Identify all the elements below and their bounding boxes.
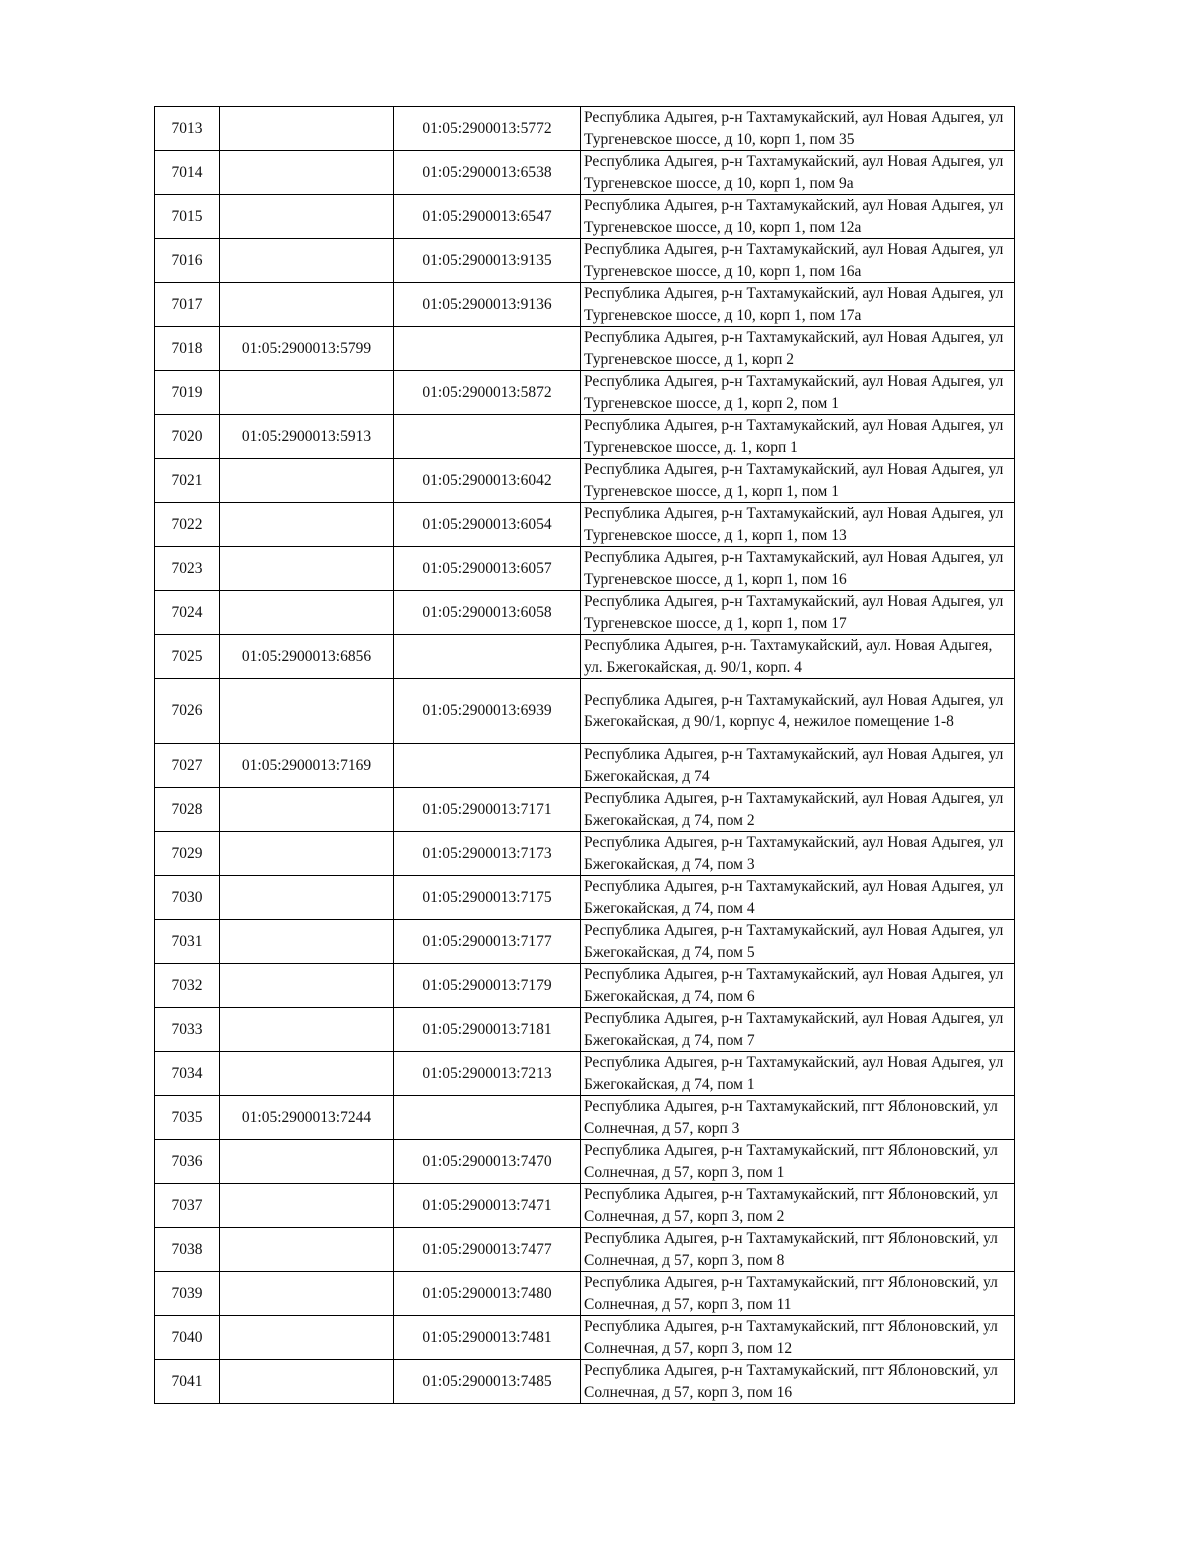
- parcel-cadastral-cell: [220, 679, 394, 744]
- row-number-cell: 7015: [155, 195, 220, 239]
- parcel-cadastral-cell: [220, 1228, 394, 1272]
- row-number-cell: 7023: [155, 547, 220, 591]
- parcel-cadastral-cell: [220, 1008, 394, 1052]
- parcel-cadastral-cell: [220, 151, 394, 195]
- table-row: [155, 1316, 1015, 1360]
- table-row: [155, 1228, 1015, 1272]
- row-number-cell: 7034: [155, 1052, 220, 1096]
- row-number-cell: 7031: [155, 920, 220, 964]
- parcel-cadastral-cell: [220, 964, 394, 1008]
- parcel-cadastral-cell: [220, 876, 394, 920]
- parcel-cadastral-cell: 01:05:2900013:7169: [220, 744, 394, 788]
- unit-cadastral-cell: 01:05:2900013:7480: [394, 1272, 581, 1316]
- parcel-cadastral-cell: [220, 239, 394, 283]
- parcel-cadastral-cell: [220, 920, 394, 964]
- table-row: [155, 920, 1015, 964]
- address-cell: Республика Адыгея, р-н Тахтамукайский, аул Новая Адыгея, ул Бжегокайская, д 74, пом 2: [581, 788, 1015, 832]
- row-number-cell: 7029: [155, 832, 220, 876]
- row-number-cell: 7032: [155, 964, 220, 1008]
- row-number-cell: 7018: [155, 327, 220, 371]
- row-number-cell: 7024: [155, 591, 220, 635]
- row-number-cell: 7028: [155, 788, 220, 832]
- table-body: [155, 107, 1015, 1404]
- address-cell: Республика Адыгея, р-н Тахтамукайский, аул Новая Адыгея, ул Бжегокайская, д 74, пом 3: [581, 832, 1015, 876]
- parcel-cadastral-cell: [220, 107, 394, 151]
- unit-cadastral-cell: 01:05:2900013:6042: [394, 459, 581, 503]
- table-row: [155, 547, 1015, 591]
- row-number-cell: 7025: [155, 635, 220, 679]
- address-cell: Республика Адыгея, р-н Тахтамукайский, пгт Яблоновский, ул Солнечная, д 57, корп 3: [581, 1096, 1015, 1140]
- parcel-cadastral-cell: [220, 1184, 394, 1228]
- table-row: [155, 679, 1015, 744]
- parcel-cadastral-cell: 01:05:2900013:5799: [220, 327, 394, 371]
- row-number-cell: 7037: [155, 1184, 220, 1228]
- unit-cadastral-cell: 01:05:2900013:9136: [394, 283, 581, 327]
- table-row: [155, 503, 1015, 547]
- table-row: [155, 1140, 1015, 1184]
- table-row: [155, 107, 1015, 151]
- table-row: [155, 327, 1015, 371]
- unit-cadastral-cell: [394, 635, 581, 679]
- parcel-cadastral-cell: 01:05:2900013:7244: [220, 1096, 394, 1140]
- row-number-cell: 7021: [155, 459, 220, 503]
- parcel-cadastral-cell: [220, 1360, 394, 1404]
- table-row: [155, 1008, 1015, 1052]
- table-row: [155, 239, 1015, 283]
- unit-cadastral-cell: 01:05:2900013:7477: [394, 1228, 581, 1272]
- unit-cadastral-cell: 01:05:2900013:7213: [394, 1052, 581, 1096]
- address-cell: Республика Адыгея, р-н Тахтамукайский, аул Новая Адыгея, ул Тургеневское шоссе, д 10, корп 1, пом 16а: [581, 239, 1015, 283]
- unit-cadastral-cell: [394, 744, 581, 788]
- address-cell: Республика Адыгея, р-н Тахтамукайский, аул Новая Адыгея, ул Бжегокайская, д 74, пом 7: [581, 1008, 1015, 1052]
- parcel-cadastral-cell: [220, 1272, 394, 1316]
- parcel-cadastral-cell: [220, 283, 394, 327]
- address-cell: Республика Адыгея, р-н Тахтамукайский, аул Новая Адыгея, ул Бжегокайская, д 74, пом 5: [581, 920, 1015, 964]
- parcel-cadastral-cell: [220, 832, 394, 876]
- address-cell: Республика Адыгея, р-н Тахтамукайский, аул Новая Адыгея, ул Бжегокайская, д 90/1, корпус 4, нежилое помещение 1-8: [581, 679, 1015, 744]
- parcel-cadastral-cell: [220, 503, 394, 547]
- row-number-cell: 7038: [155, 1228, 220, 1272]
- unit-cadastral-cell: 01:05:2900013:6058: [394, 591, 581, 635]
- table-row: [155, 459, 1015, 503]
- parcel-cadastral-cell: [220, 195, 394, 239]
- unit-cadastral-cell: 01:05:2900013:6057: [394, 547, 581, 591]
- address-cell: Республика Адыгея, р-н Тахтамукайский, аул Новая Адыгея, ул Тургеневское шоссе, д 1, корп 1, пом 13: [581, 503, 1015, 547]
- row-number-cell: 7016: [155, 239, 220, 283]
- row-number-cell: 7027: [155, 744, 220, 788]
- parcel-cadastral-cell: [220, 459, 394, 503]
- unit-cadastral-cell: 01:05:2900013:7177: [394, 920, 581, 964]
- unit-cadastral-cell: 01:05:2900013:7471: [394, 1184, 581, 1228]
- address-cell: Республика Адыгея, р-н Тахтамукайский, аул Новая Адыгея, ул Тургеневское шоссе, д 10, корп 1, пом 35: [581, 107, 1015, 151]
- table-row: [155, 1272, 1015, 1316]
- unit-cadastral-cell: 01:05:2900013:7175: [394, 876, 581, 920]
- address-cell: Республика Адыгея, р-н Тахтамукайский, аул Новая Адыгея, ул Тургеневское шоссе, д 1, корп 1, пом 17: [581, 591, 1015, 635]
- table-row: [155, 964, 1015, 1008]
- unit-cadastral-cell: 01:05:2900013:7485: [394, 1360, 581, 1404]
- row-number-cell: 7035: [155, 1096, 220, 1140]
- address-cell: Республика Адыгея, р-н Тахтамукайский, аул Новая Адыгея, ул Тургеневское шоссе, д 1, корп 1, пом 1: [581, 459, 1015, 503]
- table-row: [155, 371, 1015, 415]
- address-cell: Республика Адыгея, р-н Тахтамукайский, пгт Яблоновский, ул Солнечная, д 57, корп 3, пом 16: [581, 1360, 1015, 1404]
- unit-cadastral-cell: 01:05:2900013:7181: [394, 1008, 581, 1052]
- address-cell: Республика Адыгея, р-н Тахтамукайский, аул Новая Адыгея, ул Бжегокайская, д 74, пом 1: [581, 1052, 1015, 1096]
- unit-cadastral-cell: [394, 327, 581, 371]
- parcel-cadastral-cell: [220, 1052, 394, 1096]
- table-row: [155, 832, 1015, 876]
- row-number-cell: 7030: [155, 876, 220, 920]
- address-cell: Республика Адыгея, р-н Тахтамукайский, пгт Яблоновский, ул Солнечная, д 57, корп 3, пом 11: [581, 1272, 1015, 1316]
- address-cell: Республика Адыгея, р-н Тахтамукайский, аул Новая Адыгея, ул Тургеневское шоссе, д 1, корп 1, пом 16: [581, 547, 1015, 591]
- table-row: [155, 415, 1015, 459]
- unit-cadastral-cell: 01:05:2900013:5772: [394, 107, 581, 151]
- row-number-cell: 7019: [155, 371, 220, 415]
- table-row: [155, 151, 1015, 195]
- row-number-cell: 7041: [155, 1360, 220, 1404]
- parcel-cadastral-cell: [220, 547, 394, 591]
- row-number-cell: 7014: [155, 151, 220, 195]
- address-cell: Республика Адыгея, р-н Тахтамукайский, аул Новая Адыгея, ул Тургеневское шоссе, д 10, корп 1, пом 9а: [581, 151, 1015, 195]
- row-number-cell: 7017: [155, 283, 220, 327]
- address-cell: Республика Адыгея, р-н Тахтамукайский, пгт Яблоновский, ул Солнечная, д 57, корп 3, пом 8: [581, 1228, 1015, 1272]
- address-cell: Республика Адыгея, р-н Тахтамукайский, пгт Яблоновский, ул Солнечная, д 57, корп 3, пом 1: [581, 1140, 1015, 1184]
- property-table: [154, 106, 1015, 1404]
- row-number-cell: 7036: [155, 1140, 220, 1184]
- row-number-cell: 7022: [155, 503, 220, 547]
- table-row: [155, 635, 1015, 679]
- row-number-cell: 7026: [155, 679, 220, 744]
- row-number-cell: 7040: [155, 1316, 220, 1360]
- unit-cadastral-cell: 01:05:2900013:7179: [394, 964, 581, 1008]
- unit-cadastral-cell: 01:05:2900013:7173: [394, 832, 581, 876]
- parcel-cadastral-cell: [220, 788, 394, 832]
- unit-cadastral-cell: 01:05:2900013:9135: [394, 239, 581, 283]
- unit-cadastral-cell: 01:05:2900013:6538: [394, 151, 581, 195]
- unit-cadastral-cell: 01:05:2900013:7481: [394, 1316, 581, 1360]
- unit-cadastral-cell: [394, 415, 581, 459]
- table-row: [155, 195, 1015, 239]
- unit-cadastral-cell: 01:05:2900013:5872: [394, 371, 581, 415]
- address-cell: Республика Адыгея, р-н. Тахтамукайский, аул. Новая Адыгея, ул. Бжегокайская, д. 90/1, корп. 4: [581, 635, 1015, 679]
- unit-cadastral-cell: 01:05:2900013:7470: [394, 1140, 581, 1184]
- table-row: [155, 1096, 1015, 1140]
- table-row: [155, 876, 1015, 920]
- unit-cadastral-cell: 01:05:2900013:6054: [394, 503, 581, 547]
- address-cell: Республика Адыгея, р-н Тахтамукайский, аул Новая Адыгея, ул Бжегокайская, д 74, пом 6: [581, 964, 1015, 1008]
- row-number-cell: 7013: [155, 107, 220, 151]
- address-cell: Республика Адыгея, р-н Тахтамукайский, аул Новая Адыгея, ул Тургеневское шоссе, д 1, корп 2, пом 1: [581, 371, 1015, 415]
- parcel-cadastral-cell: [220, 371, 394, 415]
- unit-cadastral-cell: 01:05:2900013:7171: [394, 788, 581, 832]
- row-number-cell: 7033: [155, 1008, 220, 1052]
- row-number-cell: 7020: [155, 415, 220, 459]
- table-row: [155, 744, 1015, 788]
- address-cell: Республика Адыгея, р-н Тахтамукайский, аул Новая Адыгея, ул Тургеневское шоссе, д 1, корп 2: [581, 327, 1015, 371]
- unit-cadastral-cell: [394, 1096, 581, 1140]
- parcel-cadastral-cell: [220, 1316, 394, 1360]
- address-cell: Республика Адыгея, р-н Тахтамукайский, аул Новая Адыгея, ул Тургеневское шоссе, д 10, корп 1, пом 17а: [581, 283, 1015, 327]
- address-cell: Республика Адыгея, р-н Тахтамукайский, аул Новая Адыгея, ул Тургеневское шоссе, д 10, корп 1, пом 12а: [581, 195, 1015, 239]
- table-row: [155, 283, 1015, 327]
- unit-cadastral-cell: 01:05:2900013:6939: [394, 679, 581, 744]
- parcel-cadastral-cell: [220, 591, 394, 635]
- address-cell: Республика Адыгея, р-н Тахтамукайский, пгт Яблоновский, ул Солнечная, д 57, корп 3, пом 2: [581, 1184, 1015, 1228]
- row-number-cell: 7039: [155, 1272, 220, 1316]
- parcel-cadastral-cell: 01:05:2900013:6856: [220, 635, 394, 679]
- address-cell: Республика Адыгея, р-н Тахтамукайский, аул Новая Адыгея, ул Бжегокайская, д 74: [581, 744, 1015, 788]
- table-row: [155, 1052, 1015, 1096]
- table-row: [155, 591, 1015, 635]
- parcel-cadastral-cell: [220, 1140, 394, 1184]
- unit-cadastral-cell: 01:05:2900013:6547: [394, 195, 581, 239]
- table-row: [155, 1184, 1015, 1228]
- address-cell: Республика Адыгея, р-н Тахтамукайский, аул Новая Адыгея, ул Бжегокайская, д 74, пом 4: [581, 876, 1015, 920]
- parcel-cadastral-cell: 01:05:2900013:5913: [220, 415, 394, 459]
- table-row: [155, 788, 1015, 832]
- address-cell: Республика Адыгея, р-н Тахтамукайский, аул Новая Адыгея, ул Тургеневское шоссе, д. 1, корп 1: [581, 415, 1015, 459]
- table-row: [155, 1360, 1015, 1404]
- address-cell: Республика Адыгея, р-н Тахтамукайский, пгт Яблоновский, ул Солнечная, д 57, корп 3, пом 12: [581, 1316, 1015, 1360]
